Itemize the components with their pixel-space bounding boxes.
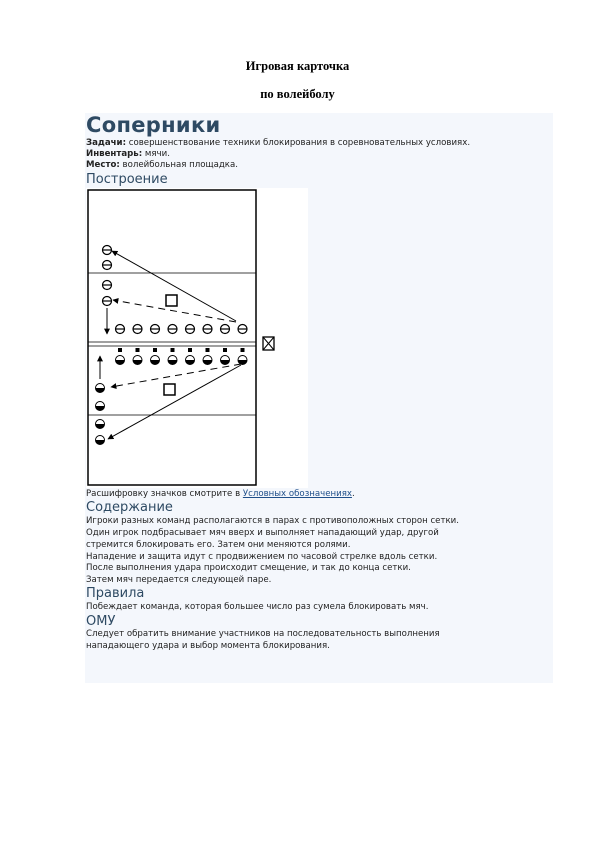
player-tag xyxy=(223,348,227,352)
legend-line xyxy=(86,489,355,499)
document-title: Игровая карточка xyxy=(245,59,350,73)
content-line: Затем мяч передается следующей паре. xyxy=(86,575,272,585)
court-diagram xyxy=(86,188,308,488)
tasks-label: Задачи: xyxy=(86,138,127,148)
player-tag xyxy=(206,348,210,352)
rules-heading: Правила xyxy=(86,586,145,601)
legend-suffix: . xyxy=(351,489,355,499)
document-subtitle: по волейболу xyxy=(260,87,335,101)
tasks-line xyxy=(86,138,470,148)
player-tag xyxy=(241,348,245,352)
content-line: Один игрок подбрасывает мяч вверх и выполняет нападающий удар, другой xyxy=(86,528,439,538)
equipment-line xyxy=(86,149,170,159)
player-tag xyxy=(171,348,175,352)
marker-square-bottom xyxy=(164,384,175,395)
place-line xyxy=(86,160,238,170)
omu-line: Следует обратить внимание участников на последовательность выполнения xyxy=(86,629,440,639)
legend-link[interactable]: Условных обозначениях xyxy=(242,489,352,499)
player-tag xyxy=(136,348,140,352)
card-title: Соперники xyxy=(86,113,221,137)
place-text: волейбольная площадка. xyxy=(122,160,238,170)
formation-heading: Построение xyxy=(86,172,168,187)
rules-text: Побеждает команда, которая большее число раз сумела блокировать мяч. xyxy=(86,602,429,612)
content-heading: Содержание xyxy=(86,500,173,515)
equipment-text: мячи. xyxy=(144,149,170,159)
omu-heading: ОМУ xyxy=(86,614,116,629)
tasks-text: совершенствование техники блокирования в соревновательных условиях. xyxy=(128,138,471,148)
place-label: Место: xyxy=(86,160,120,170)
content-line: Нападение и защита идут с продвижением по часовой стрелке вдоль сетки. xyxy=(86,552,438,562)
content-line: стремится блокировать его. Затем они меняются ролями. xyxy=(86,540,351,550)
content-line: После выполнения удара происходит смещение, и так до конца сетки. xyxy=(86,563,411,573)
player-tag xyxy=(118,348,122,352)
omu-line: нападающего удара и выбор момента блокирования. xyxy=(86,641,330,651)
player-tag xyxy=(153,348,157,352)
equipment-label: Инвентарь: xyxy=(86,149,143,159)
referee-icon xyxy=(263,337,274,350)
content-line: Игроки разных команд располагаются в парах с противоположных сторон сетки. xyxy=(86,516,459,526)
player-tag xyxy=(188,348,192,352)
marker-square-top xyxy=(166,295,177,306)
legend-prefix: Расшифровку значков смотрите в xyxy=(86,489,241,499)
diagram-background xyxy=(86,188,308,488)
